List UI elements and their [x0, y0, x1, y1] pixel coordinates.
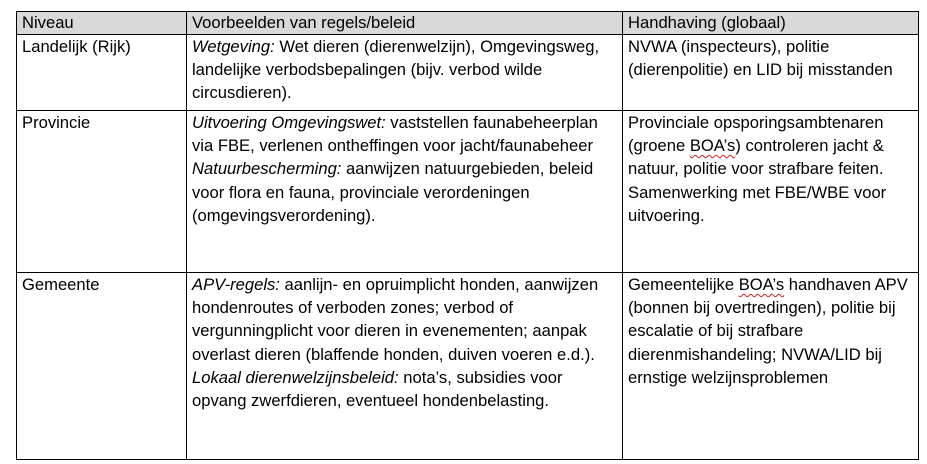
- example-text: aanwijzen natuurgebieden, beleid voor flora en fauna, provinciale verordeningen (omgevingsverordening).: [192, 159, 594, 225]
- header-examples: Voorbeelden van regels/beleid: [187, 12, 623, 35]
- enforcement-text: Provinciale opsporingsambtenaren (groene: [628, 113, 884, 156]
- example-label: Wetgeving:: [192, 37, 275, 56]
- table-row: [17, 35, 919, 111]
- example-label: Natuurbescherming:: [192, 159, 342, 179]
- example-entry: [192, 157, 616, 227]
- level-cell: Gemeente: [17, 273, 187, 460]
- table-row: [17, 111, 919, 273]
- enforcement-cell: [623, 273, 919, 460]
- example-text: aanlijn- en opruimplicht honden, aanwijzen hondenroutes of verboden zones; verbod of vergunningplicht voor dieren in evenementen; aanpak overlast dieren (blaffende honden, duiven voeren e.d.).: [192, 275, 599, 364]
- example-entry: [192, 111, 616, 157]
- example-text: vaststellen faunabeheerplan via FBE, verlenen ontheffingen voor jacht/faunabeheer: [192, 113, 598, 156]
- example-entry: [192, 35, 616, 105]
- flagged-word: BOA’s: [689, 136, 736, 156]
- example-text: Wet dieren (dierenwelzijn), Omgevingsweg, landelijke verbodsbepalingen (bijv. verbod wilde circusdieren).: [192, 37, 600, 103]
- header-level: Niveau: [17, 12, 187, 35]
- enforcement-cell: [623, 35, 919, 111]
- examples-cell: [187, 273, 623, 460]
- example-text: nota’s, subsidies voor opvang zwerfdieren, eventueel hondenbelasting.: [192, 367, 563, 411]
- example-entry: [192, 273, 616, 366]
- example-entry: [192, 366, 616, 412]
- flagged-word: BOA’s: [738, 275, 785, 294]
- examples-cell: [187, 111, 623, 273]
- header-row: [17, 12, 919, 35]
- enforcement-text-rest: handhaven APV (bonnen bij overtredingen), politie bij escalatie of bij strafbare dierenmishandeling; NVWA/LID bij ernstige welzijnsproblemen: [628, 275, 908, 387]
- example-label: APV-regels:: [192, 275, 280, 294]
- enforcement-cell: [623, 111, 919, 273]
- enforcement-text-rest: ) controleren jacht & natuur, politie voor strafbare feiten. Samenwerking met FBE/WBE voor uitvoering.: [628, 136, 887, 225]
- table-row: [17, 273, 919, 460]
- policy-table: [16, 11, 919, 460]
- example-label: Uitvoering Omgevingswet:: [192, 113, 386, 132]
- example-label: Lokaal dierenwelzijnsbeleid:: [192, 367, 399, 387]
- enforcement-text: NVWA (inspecteurs), politie (dierenpolitie) en LID bij misstanden: [628, 37, 893, 80]
- level-cell: Landelijk (Rijk): [17, 35, 187, 111]
- level-cell: Provincie: [17, 111, 187, 273]
- header-enforcement: Handhaving (globaal): [623, 12, 919, 35]
- examples-cell: [187, 35, 623, 111]
- enforcement-text: Gemeentelijke: [628, 275, 739, 294]
